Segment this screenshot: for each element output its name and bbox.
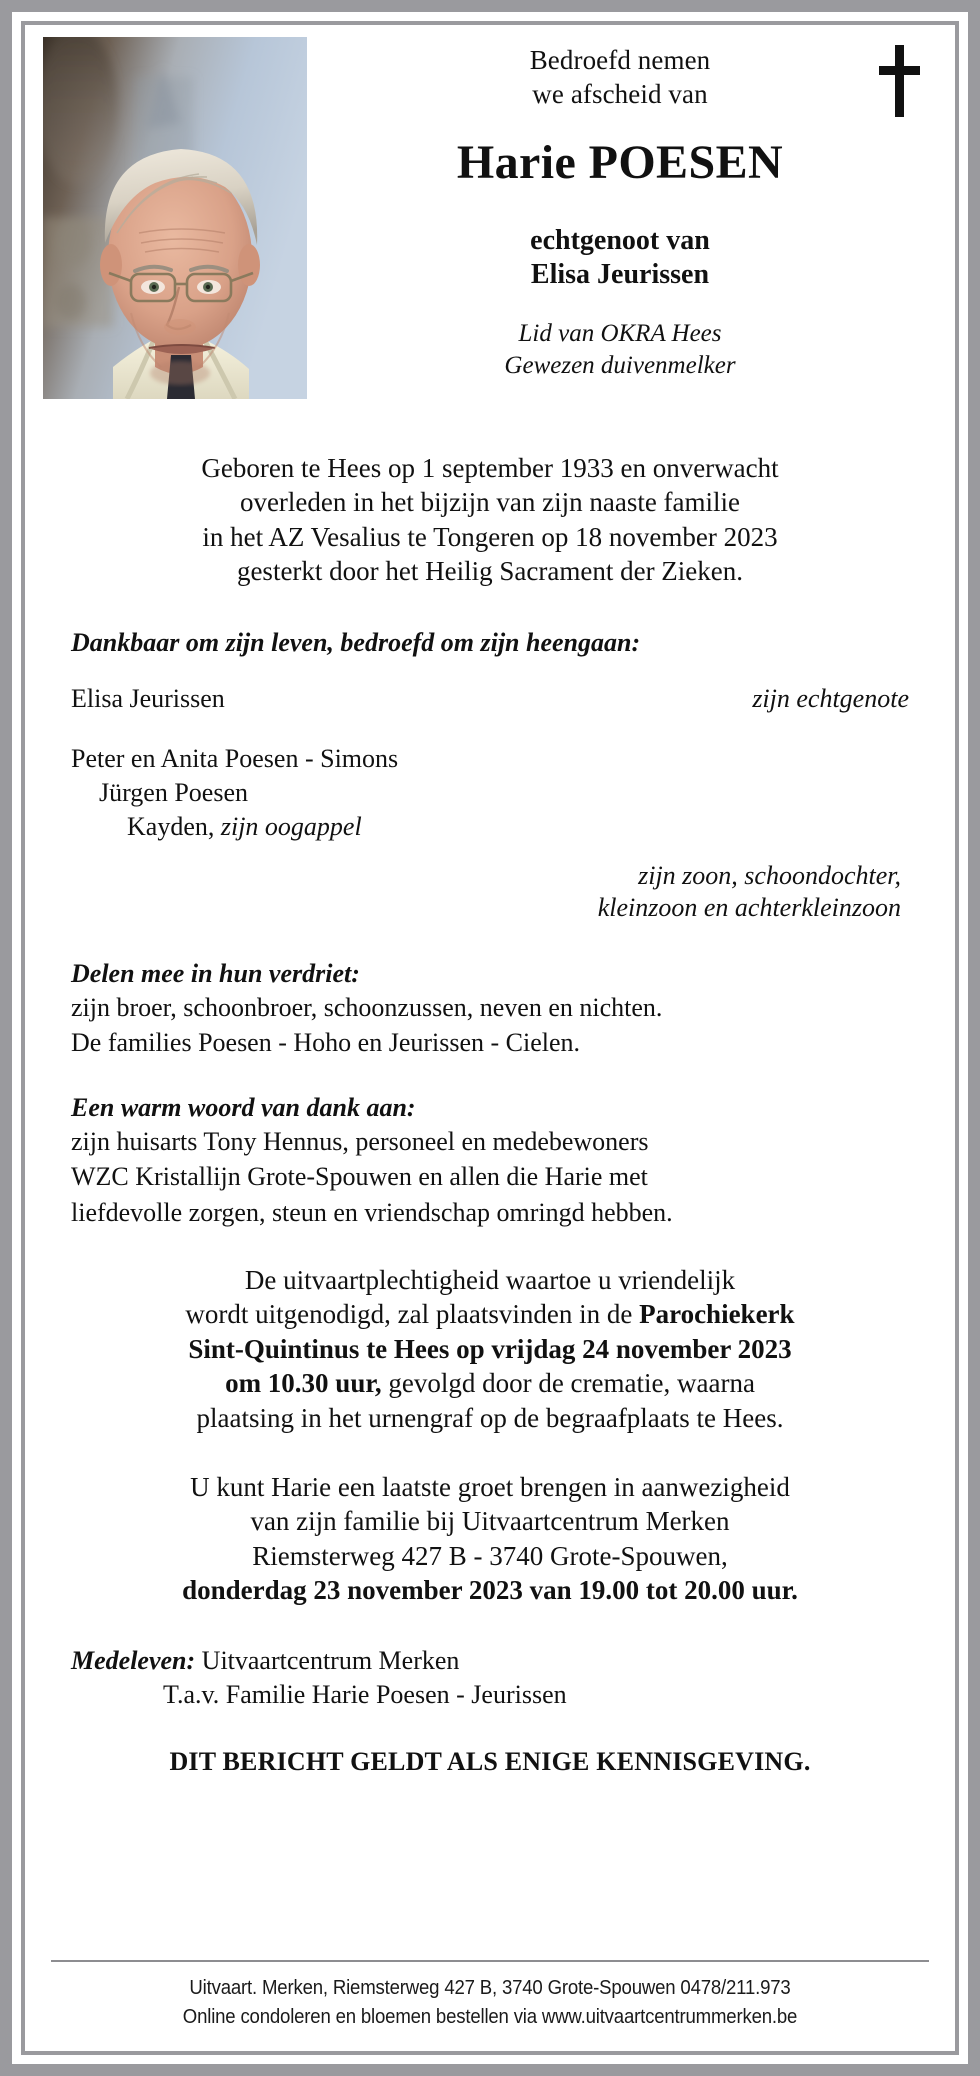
relation-note-line-2: kleinzoon en achterkleinzoon — [597, 893, 901, 923]
ceremony-line-2-normal: wordt uitgenodigd, zal plaatsvinden in de — [185, 1299, 640, 1330]
ceremony-line-4-bold: om 10.30 uur, — [225, 1368, 382, 1399]
biography-paragraph — [71, 451, 909, 588]
grateful-heading: Dankbaar om zijn leven, bedroefd om zijn heengaan: — [71, 628, 641, 658]
deceased-name: Harie POESEN — [456, 136, 784, 190]
family-member-1: Peter en Anita Poesen - Simons — [71, 744, 399, 774]
family-list — [71, 742, 909, 843]
widow-relation: zijn echtgenote — [752, 684, 909, 714]
spouse-label: echtgenoot van — [530, 225, 710, 257]
latin-cross-icon — [877, 45, 921, 117]
bio-line-3: in het AZ Vesalius te Tongeren op 18 november 2023 — [202, 521, 778, 552]
condolences-line-1 — [71, 1644, 909, 1678]
widow-name: Elisa Jeurissen — [71, 684, 225, 714]
condolences-organisation: Uitvaartcentrum Merken — [195, 1645, 460, 1675]
spouse-block — [313, 224, 927, 292]
header-text-block — [307, 37, 937, 399]
ceremony-block — [71, 1263, 909, 1436]
portrait-photo — [43, 37, 307, 399]
family-member-3-name: Kayden, — [127, 811, 215, 841]
memberships-block — [313, 318, 927, 381]
condolences-attention: T.a.v. Familie Harie Poesen - Jeurissen — [163, 1679, 567, 1709]
ceremony-line-4-normal: gevolgd door de crematie, waarna — [381, 1368, 755, 1399]
footer-line-2[interactable]: Online condoleren en bloemen bestellen via www.uitvaartcentrummerken.be — [182, 2005, 798, 2028]
bio-line-4: gesterkt door het Heilig Sacrament der Zieken. — [236, 555, 744, 586]
thanks-heading: Een warm woord van dank aan: — [71, 1093, 416, 1123]
portrait-photo-image — [43, 37, 307, 399]
memorial-card-body — [25, 25, 955, 2051]
spouse-name: Elisa Jeurissen — [530, 259, 710, 291]
thanks-block — [71, 1093, 909, 1229]
mourners-line-1: zijn broer, schoonbroer, schoonzussen, neven en nichten. — [71, 992, 663, 1022]
membership-line-1: Lid van OKRA Hees — [518, 320, 722, 348]
relation-note-line-1: zijn zoon, schoondochter, — [638, 860, 901, 890]
mourners-line-2: De families Poesen - Hoho en Jeurissen - Cielen. — [71, 1027, 581, 1057]
card-footer — [43, 1944, 937, 2045]
thanks-line-3: liefdevolle zorgen, steun en vriendschap omringd hebben. — [71, 1197, 673, 1227]
bio-line-2: overleden in het bijzijn van zijn naaste familie — [239, 487, 741, 518]
ceremony-line-4 — [71, 1366, 909, 1401]
mourners-block — [71, 959, 909, 1060]
family-member-3 — [71, 810, 909, 844]
visitation-line-2: van zijn familie bij Uitvaartcentrum Merken — [250, 1506, 730, 1537]
condolences-label: Medeleven: — [71, 1645, 196, 1675]
card-header — [43, 37, 937, 409]
footer-line-1: Uitvaart. Merken, Riemsterweg 427 B, 3740 Grote-Spouwen 0478/211.973 — [189, 1977, 791, 2000]
single-notice-text: DIT BERICHT GELDT ALS ENIGE KENNISGEVING. — [169, 1747, 811, 1777]
mourners-heading: Delen mee in hun verdriet: — [71, 958, 360, 988]
thanks-line-2: WZC Kristallijn Grote-Spouwen en allen die Harie met — [71, 1162, 648, 1192]
family-member-2: Jürgen Poesen — [99, 777, 249, 807]
widow-row — [71, 684, 909, 714]
membership-line-2: Gewezen duivenmelker — [504, 351, 736, 379]
visitation-block — [71, 1470, 909, 1608]
footer-text — [82, 1962, 899, 2045]
ceremony-line-1: De uitvaartplechtigheid waartoe u vriendelijk — [244, 1264, 736, 1295]
memorial-card-inner-rule — [21, 21, 959, 2055]
intro-line-2: we afscheid van — [532, 79, 708, 110]
ceremony-line-2 — [71, 1297, 909, 1332]
intro-line-1: Bedroefd nemen — [529, 45, 711, 75]
visitation-line-1: U kunt Harie een laatste groet brengen in aanwezigheid — [190, 1471, 790, 1502]
ceremony-line-3-bold: Sint-Quintinus te Hees op vrijdag 24 november 2023 — [188, 1333, 792, 1364]
relation-note — [71, 860, 909, 925]
visitation-line-4-bold: donderdag 23 november 2023 van 19.00 tot 20.00 uur. — [182, 1575, 798, 1606]
thanks-line-1: zijn huisarts Tony Hennus, personeel en medebewoners — [71, 1127, 649, 1157]
visitation-line-4 — [71, 1573, 909, 1608]
condolences-block — [71, 1644, 909, 1712]
bio-line-1: Geboren te Hees op 1 september 1933 en onverwacht — [201, 453, 779, 483]
card-content — [43, 409, 937, 1944]
intro-text — [313, 37, 927, 111]
visitation-line-3: Riemsterweg 427 B - 3740 Grote-Spouwen, — [252, 1540, 728, 1571]
ceremony-line-5: plaatsing in het urnengraf op de begraafplaats te Hees. — [196, 1403, 784, 1434]
ceremony-line-3 — [71, 1332, 909, 1367]
ceremony-line-2-bold: Parochiekerk — [639, 1299, 795, 1330]
family-member-3-note: zijn oogappel — [220, 811, 362, 841]
memorial-card-white-gap — [12, 12, 968, 2064]
